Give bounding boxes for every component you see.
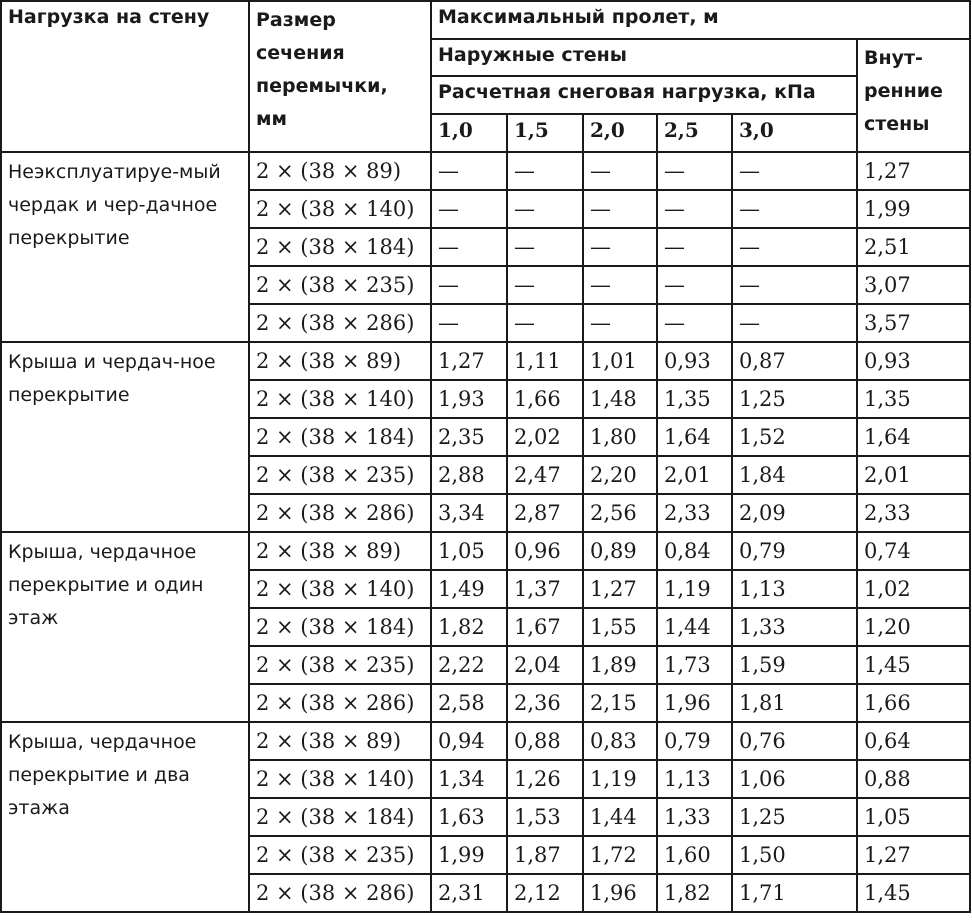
outer-span-cell: 1,63	[431, 798, 507, 836]
table-row	[1, 532, 970, 570]
header-wall-load: Нагрузка на стену	[1, 1, 249, 152]
outer-span-cell: 1,89	[583, 646, 657, 684]
outer-span-cell: —	[431, 228, 507, 266]
inner-span-cell: 2,01	[857, 456, 970, 494]
outer-span-cell: 1,99	[431, 836, 507, 874]
inner-span-cell: 1,35	[857, 380, 970, 418]
outer-span-cell: 0,83	[583, 722, 657, 760]
outer-span-cell: 2,31	[431, 874, 507, 912]
outer-span-cell: 1,72	[583, 836, 657, 874]
inner-span-cell: 1,64	[857, 418, 970, 456]
outer-span-cell: —	[507, 228, 583, 266]
lintel-size-cell: 2 × (38 × 184)	[249, 608, 431, 646]
lintel-size-cell: 2 × (38 × 235)	[249, 836, 431, 874]
outer-span-cell: 2,02	[507, 418, 583, 456]
outer-span-cell: 1,44	[583, 798, 657, 836]
header-max-span: Максимальный пролет, м	[431, 1, 970, 39]
outer-span-cell: 1,60	[657, 836, 732, 874]
outer-span-cell: 1,55	[583, 608, 657, 646]
outer-span-cell: 1,27	[431, 342, 507, 380]
inner-span-cell: 1,27	[857, 836, 970, 874]
header-lintel-size: Размер сечения перемычки, мм	[249, 1, 431, 152]
header-snow-value: 1,5	[507, 114, 583, 152]
outer-span-cell: —	[657, 228, 732, 266]
outer-span-cell: —	[657, 152, 732, 190]
outer-span-cell: 2,15	[583, 684, 657, 722]
lintel-size-cell: 2 × (38 × 140)	[249, 380, 431, 418]
outer-span-cell: —	[583, 190, 657, 228]
table-row	[1, 722, 970, 760]
outer-span-cell: 1,80	[583, 418, 657, 456]
inner-span-cell: 0,88	[857, 760, 970, 798]
outer-span-cell: 0,79	[657, 722, 732, 760]
lintel-size-cell: 2 × (38 × 235)	[249, 646, 431, 684]
outer-span-cell: 1,13	[732, 570, 857, 608]
outer-span-cell: —	[507, 266, 583, 304]
outer-span-cell: 1,82	[431, 608, 507, 646]
inner-span-cell: 2,51	[857, 228, 970, 266]
outer-span-cell: —	[732, 228, 857, 266]
table-row	[1, 152, 970, 190]
outer-span-cell: 1,01	[583, 342, 657, 380]
outer-span-cell: 3,34	[431, 494, 507, 532]
wall-load-cell: Неэксплуатируе-мый чердак и чер-дачное перекрытие	[1, 152, 249, 342]
outer-span-cell: 2,35	[431, 418, 507, 456]
outer-span-cell: —	[657, 266, 732, 304]
outer-span-cell: 1,25	[732, 798, 857, 836]
table-header	[1, 1, 970, 152]
outer-span-cell: 2,33	[657, 494, 732, 532]
outer-span-cell: 1,19	[657, 570, 732, 608]
outer-span-cell: 1,19	[583, 760, 657, 798]
lintel-size-cell: 2 × (38 × 140)	[249, 570, 431, 608]
outer-span-cell: 1,25	[732, 380, 857, 418]
outer-span-cell: 1,11	[507, 342, 583, 380]
header-snow-value: 3,0	[732, 114, 857, 152]
inner-span-cell: 0,64	[857, 722, 970, 760]
outer-span-cell: —	[583, 228, 657, 266]
outer-span-cell: 0,94	[431, 722, 507, 760]
outer-span-cell: 1,34	[431, 760, 507, 798]
lintel-size-cell: 2 × (38 × 235)	[249, 266, 431, 304]
lintel-size-cell: 2 × (38 × 89)	[249, 152, 431, 190]
inner-span-cell: 1,05	[857, 798, 970, 836]
outer-span-cell: 1,49	[431, 570, 507, 608]
inner-span-cell: 1,20	[857, 608, 970, 646]
outer-span-cell: —	[431, 190, 507, 228]
outer-span-cell: 1,96	[583, 874, 657, 912]
outer-span-cell: 1,59	[732, 646, 857, 684]
lintel-size-cell: 2 × (38 × 89)	[249, 722, 431, 760]
header-snow-value: 2,0	[583, 114, 657, 152]
outer-span-cell: 1,93	[431, 380, 507, 418]
outer-span-cell: 2,04	[507, 646, 583, 684]
outer-span-cell: 0,93	[657, 342, 732, 380]
outer-span-cell: 1,81	[732, 684, 857, 722]
outer-span-cell: 1,26	[507, 760, 583, 798]
lintel-size-cell: 2 × (38 × 140)	[249, 760, 431, 798]
outer-span-cell: 1,33	[732, 608, 857, 646]
outer-span-cell: —	[431, 152, 507, 190]
outer-span-cell: —	[732, 190, 857, 228]
lintel-size-cell: 2 × (38 × 89)	[249, 342, 431, 380]
outer-span-cell: 1,67	[507, 608, 583, 646]
outer-span-cell: —	[507, 152, 583, 190]
lintel-size-cell: 2 × (38 × 235)	[249, 456, 431, 494]
outer-span-cell: 2,20	[583, 456, 657, 494]
outer-span-cell: 2,22	[431, 646, 507, 684]
inner-span-cell: 1,45	[857, 874, 970, 912]
header-outer-walls: Наружные стены	[431, 39, 857, 76]
inner-span-cell: 1,66	[857, 684, 970, 722]
lintel-size-cell: 2 × (38 × 140)	[249, 190, 431, 228]
outer-span-cell: 1,52	[732, 418, 857, 456]
lintel-size-cell: 2 × (38 × 184)	[249, 798, 431, 836]
lintel-size-cell: 2 × (38 × 286)	[249, 494, 431, 532]
lintel-size-cell: 2 × (38 × 286)	[249, 304, 431, 342]
outer-span-cell: —	[657, 190, 732, 228]
outer-span-cell: 0,88	[507, 722, 583, 760]
inner-span-cell: 1,27	[857, 152, 970, 190]
outer-span-cell: —	[732, 152, 857, 190]
table-body	[1, 152, 970, 912]
lintel-size-cell: 2 × (38 × 286)	[249, 684, 431, 722]
outer-span-cell: 1,84	[732, 456, 857, 494]
outer-span-cell: 1,50	[732, 836, 857, 874]
outer-span-cell: 1,37	[507, 570, 583, 608]
outer-span-cell: 0,87	[732, 342, 857, 380]
inner-span-cell: 0,74	[857, 532, 970, 570]
outer-span-cell: 0,84	[657, 532, 732, 570]
outer-span-cell: —	[732, 266, 857, 304]
outer-span-cell: 0,79	[732, 532, 857, 570]
outer-span-cell: 2,01	[657, 456, 732, 494]
outer-span-cell: —	[732, 304, 857, 342]
outer-span-cell: 1,66	[507, 380, 583, 418]
wall-load-cell: Крыша и чердач-ное перекрытие	[1, 342, 249, 532]
lintel-size-cell: 2 × (38 × 286)	[249, 874, 431, 912]
outer-span-cell: 1,87	[507, 836, 583, 874]
header-snow-value: 1,0	[431, 114, 507, 152]
inner-span-cell: 1,99	[857, 190, 970, 228]
outer-span-cell: 2,47	[507, 456, 583, 494]
outer-span-cell: 0,76	[732, 722, 857, 760]
inner-span-cell: 3,57	[857, 304, 970, 342]
table-row	[1, 342, 970, 380]
outer-span-cell: —	[583, 304, 657, 342]
lintel-size-cell: 2 × (38 × 89)	[249, 532, 431, 570]
outer-span-cell: 0,96	[507, 532, 583, 570]
outer-span-cell: —	[583, 266, 657, 304]
outer-span-cell: 1,82	[657, 874, 732, 912]
outer-span-cell: 1,33	[657, 798, 732, 836]
outer-span-cell: —	[507, 190, 583, 228]
outer-span-cell: 1,73	[657, 646, 732, 684]
inner-span-cell: 2,33	[857, 494, 970, 532]
outer-span-cell: —	[657, 304, 732, 342]
outer-span-cell: 2,58	[431, 684, 507, 722]
lintel-size-cell: 2 × (38 × 184)	[249, 418, 431, 456]
wall-load-cell: Крыша, чердачное перекрытие и два этажа	[1, 722, 249, 912]
inner-span-cell: 1,45	[857, 646, 970, 684]
outer-span-cell: 2,56	[583, 494, 657, 532]
outer-span-cell: 1,13	[657, 760, 732, 798]
outer-span-cell: 2,88	[431, 456, 507, 494]
inner-span-cell: 1,02	[857, 570, 970, 608]
outer-span-cell: —	[431, 304, 507, 342]
outer-span-cell: 2,36	[507, 684, 583, 722]
outer-span-cell: 2,87	[507, 494, 583, 532]
outer-span-cell: 1,35	[657, 380, 732, 418]
outer-span-cell: 1,06	[732, 760, 857, 798]
lintel-size-cell: 2 × (38 × 184)	[249, 228, 431, 266]
outer-span-cell: —	[431, 266, 507, 304]
wall-load-cell: Крыша, чердачное перекрытие и один этаж	[1, 532, 249, 722]
outer-span-cell: 2,09	[732, 494, 857, 532]
outer-span-cell: 1,71	[732, 874, 857, 912]
header-snow-value: 2,5	[657, 114, 732, 152]
outer-span-cell: —	[507, 304, 583, 342]
outer-span-cell: 1,44	[657, 608, 732, 646]
outer-span-cell: 1,53	[507, 798, 583, 836]
outer-span-cell: 1,64	[657, 418, 732, 456]
header-inner-walls: Внут-ренние стены	[857, 39, 970, 152]
outer-span-cell: 1,48	[583, 380, 657, 418]
outer-span-cell: 1,27	[583, 570, 657, 608]
inner-span-cell: 3,07	[857, 266, 970, 304]
header-snow-load: Расчетная снеговая нагрузка, кПа	[431, 76, 857, 114]
outer-span-cell: 2,12	[507, 874, 583, 912]
outer-span-cell: 0,89	[583, 532, 657, 570]
outer-span-cell: 1,96	[657, 684, 732, 722]
inner-span-cell: 0,93	[857, 342, 970, 380]
outer-span-cell: —	[583, 152, 657, 190]
outer-span-cell: 1,05	[431, 532, 507, 570]
